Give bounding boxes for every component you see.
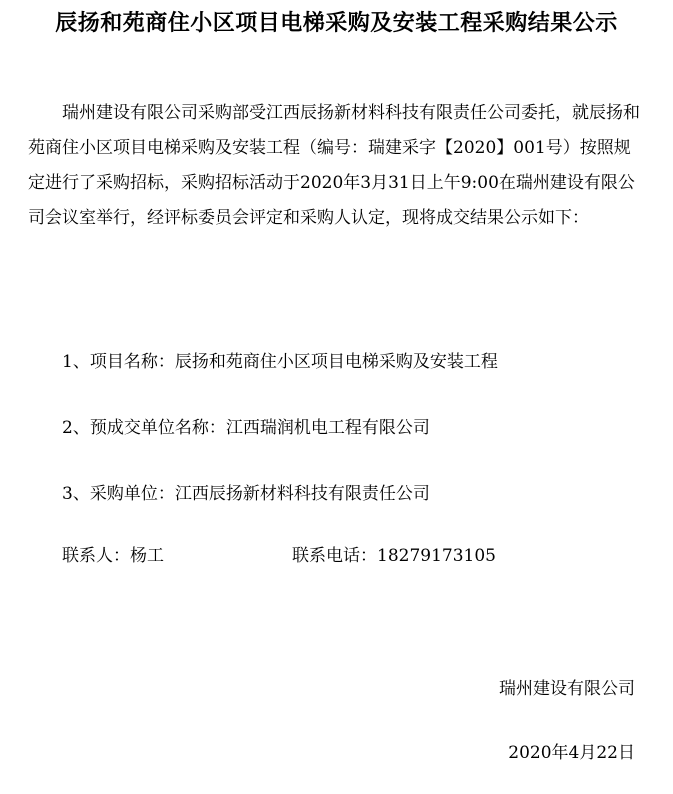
signature-date: 2020年4月22日 [508,743,635,763]
item-purchaser: 3、采购单位：江西辰扬新材料科技有限责任公司 [62,484,430,504]
contact-phone: 联系电话：18279173105 [292,546,496,566]
announcement-body [28,96,643,236]
announcement-paragraph: 瑞州建设有限公司采购部受江西辰扬新材料科技有限责任公司委托，就辰扬和苑商住小区项目电梯采购及安装工程（编号：瑞建采字【2020】001号）按照规定进行了采购招标，采购招标活动于2020年3月31日上午9:00在瑞州建设有限公司会议室举行，经评标委员会评定和采购人认定，现将成交结果公示如下： [28,103,640,228]
contact-person: 联系人：杨工 [62,546,164,566]
signature-company: 瑞州建设有限公司 [499,679,635,699]
item-project-name: 1、项目名称：辰扬和苑商住小区项目电梯采购及安装工程 [62,352,498,372]
document-title: 辰扬和苑商住小区项目电梯采购及安装工程采购结果公示 [55,11,618,36]
item-winning-bidder: 2、预成交单位名称：江西瑞润机电工程有限公司 [62,418,430,438]
